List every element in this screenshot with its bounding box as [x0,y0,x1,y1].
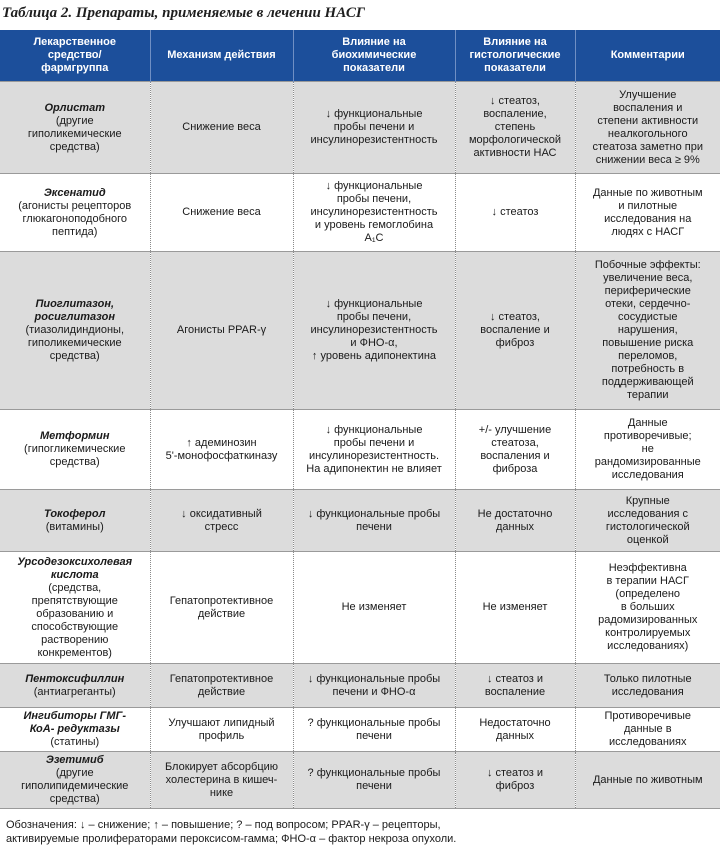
text-line: Пиоглитазон, [35,298,115,310]
text-line: фиброз [495,780,535,792]
text-line: Данные по животным [592,773,703,786]
text-line: снижении веса ≥ 9% [595,153,700,166]
text-line: людях с НАСГ [611,225,685,238]
drug-cell [0,490,150,552]
text-line: степень [494,121,536,133]
text-line: +/- улучшение [478,423,552,436]
text-line: ↓ функциональные пробы [307,507,441,520]
text-line: печени и ФНО-α [332,685,416,698]
text-line: терапии [626,389,669,401]
text-line: фиброз [495,337,535,349]
text-line: инсулинорезистентность [310,206,438,218]
comments-cell [575,490,720,552]
histological-cell [455,252,575,410]
text-line: образованию и [36,607,114,620]
header-biochemical [293,30,455,82]
table-row [0,252,720,410]
text-line: ↓ функциональные [325,298,423,310]
text-line: способствующие [31,620,119,633]
text-line: Урсодезоксихолевая [17,555,133,568]
table-row [0,490,720,552]
text-line: Гепатопротективное [169,672,274,685]
mechanism-cell [150,752,293,809]
text-line: Недостаточно [479,716,551,729]
biochemical-cell [293,708,455,752]
text-line: Влияние на [342,36,406,48]
biochemical-cell [293,552,455,664]
comments-cell [575,410,720,490]
comments-cell [575,708,720,752]
text-line: Не достаточно [477,507,553,520]
text-line: исследованиях [609,736,687,748]
text-line: в терапии НАСГ [606,575,689,587]
text-line: Эзетимиб [45,754,104,766]
text-line: Пентоксифиллин [25,672,125,685]
text-line: средства) [49,456,100,468]
text-line: Не изменяет [341,601,407,613]
text-line: показатели [343,62,405,74]
text-line: A₁C [364,232,384,244]
text-line: гистологические [469,49,561,61]
text-line: гиполикемические [27,337,122,349]
notes-line: активируемые пролифераторами пероксисом-гамма; ФНО-α – фактор некроза опухоли. [6,833,457,845]
biochemical-cell [293,82,455,174]
text-line: ↓ стеатоз [491,206,539,218]
text-line: (антиагреганты) [33,685,116,698]
text-line: исследования [611,685,684,698]
text-line: КоА- редуктазы [29,723,120,735]
text-line: печени [356,780,392,792]
text-line: холестерина в кишеч- [165,773,278,786]
text-line: Не изменяет [482,601,548,613]
text-line: Орлистат [44,101,105,114]
text-line: ↑ адеминозин [186,436,257,449]
text-line: ? функциональные пробы [307,767,441,779]
text-line: Метформин [39,430,110,442]
text-line: (другие [55,767,94,779]
text-line: гиполипидемические [21,780,129,792]
text-line: растворению [41,633,109,646]
text-line: показатели [484,62,546,74]
table-header-row [0,30,720,82]
header-comments [575,30,720,82]
histological-cell [455,174,575,252]
text-line: ↓ стеатоз, [490,311,540,323]
text-line: Неэффективна [608,562,687,574]
text-line: воспаление [484,685,546,698]
text-line: Агонисты PPAR-γ [176,324,267,336]
text-line: ↓ оксидативный [181,507,262,520]
drug-cell [0,410,150,490]
comments-cell [575,82,720,174]
text-line: Противоречивые [604,710,692,722]
comments-cell [575,552,720,664]
text-line: пробы печени и [333,121,415,133]
text-line: исследования на [604,212,692,225]
text-line: ↓ функциональные [325,423,423,436]
text-line: активности НАС [473,147,557,159]
text-line: (тиазолидиндионы, [25,324,125,336]
table-row [0,664,720,708]
drug-cell [0,664,150,708]
text-line: стресс [204,520,239,533]
text-line: действие [197,607,246,620]
text-line: печени [356,729,392,742]
text-line: Комментарии [610,49,685,61]
text-line: не [641,443,654,455]
text-line: кислота [50,568,99,581]
text-line: (статины) [50,736,100,748]
text-line: нарушения, [617,324,678,336]
text-line: сосудистые [617,311,678,323]
table-row [0,552,720,664]
text-line: инсулинорезистентность [310,134,438,146]
text-line: пробы печени, [336,193,412,205]
text-line: глюкагоноподобного [22,212,127,225]
text-line: стеатоза заметно при [592,140,703,153]
text-line: Побочные эффекты: [594,259,701,271]
text-line: повышение риска [602,337,694,349]
text-line: пептида) [52,225,98,238]
biochemical-cell [293,252,455,410]
text-line: Гепатопротективное [169,594,274,607]
histological-cell [455,664,575,708]
text-line: ↓ функциональные [325,180,423,192]
table-row [0,752,720,809]
drug-table [0,30,720,808]
text-line: Лекарственное [33,36,117,48]
text-line: поддерживающей [601,376,694,388]
mechanism-cell [150,490,293,552]
text-line: степени активности [597,114,699,127]
comments-cell [575,752,720,809]
text-line: данных [495,729,535,742]
notes-line: Обозначения: ↓ – снижение; ↑ – повышение; ? – под вопросом; PPAR-γ – рецепторы, [6,819,441,831]
text-line: Механизм действия [167,49,276,61]
text-line: переломов, [618,350,678,362]
text-line: печени [356,520,392,533]
mechanism-cell [150,664,293,708]
text-line: инсулинорезистентность. [308,449,440,462]
text-line: увеличение веса, [603,272,693,284]
table-notes [0,808,720,846]
text-line: Улучшают липидный [168,716,275,729]
text-line: неалкогольного [607,127,688,140]
text-line: периферические [604,285,691,297]
text-line: ↓ функциональные пробы [307,672,441,685]
comments-cell [575,664,720,708]
text-line: Снижение веса [182,121,261,133]
histological-cell [455,410,575,490]
histological-cell [455,752,575,809]
biochemical-cell [293,174,455,252]
text-line: нике [209,786,234,799]
text-line: фиброза [492,462,538,475]
header-drug [0,30,150,82]
text-line: исследования с [607,507,689,520]
text-line: оценкой [626,533,669,546]
histological-cell [455,552,575,664]
text-line: данных [495,520,535,533]
text-line: Крупные [625,494,670,507]
text-line: Снижение веса [182,206,261,218]
text-line: Токоферол [44,507,106,520]
text-line: ↓ функциональные [325,108,423,120]
text-line: данные в [623,723,672,735]
text-line: гистологической [605,520,690,533]
text-line: фармгруппа [41,62,109,74]
drug-cell [0,552,150,664]
text-line: Улучшение [619,88,677,101]
mechanism-cell [150,552,293,664]
text-line: и ФНО-α, [350,337,398,349]
text-line: и пилотные [618,199,678,212]
text-line: ? функциональные пробы [307,716,441,729]
text-line: воспаление, [483,108,547,120]
text-line: Блокирует абсорбцию [164,760,279,773]
text-line: противоречивые; [603,430,692,442]
drug-cell [0,752,150,809]
drug-cell [0,252,150,410]
table-row [0,410,720,490]
biochemical-cell [293,410,455,490]
text-line: радомизированных [598,614,698,626]
table-row [0,174,720,252]
text-line: биохимические [331,49,417,61]
text-line: и уровень гемоглобина [314,219,434,231]
text-line: профиль [198,729,245,742]
mechanism-cell [150,174,293,252]
text-line: Эксенатид [43,186,106,199]
text-line: На адипонектин не влияет [306,462,442,475]
text-line: росиглитазон [34,311,115,323]
mechanism-cell [150,708,293,752]
mechanism-cell [150,252,293,410]
drug-cell [0,708,150,752]
histological-cell [455,82,575,174]
text-line: стеатоза, [491,436,539,449]
text-line: инсулинорезистентность [310,324,438,336]
text-line: действие [197,685,246,698]
text-line: воспаления и [613,101,683,114]
text-line: контролируемых [605,627,691,639]
histological-cell [455,708,575,752]
header-histological [455,30,575,82]
text-line: Данные по животным [592,186,703,199]
text-line: ↓ стеатоз и [486,672,544,685]
text-line: воспаление и [480,324,550,336]
text-line: (агонисты рецепторов [18,199,132,212]
text-line: Ингибиторы ГМГ- [23,710,127,722]
text-line: Только пилотные [603,672,692,685]
text-line: Влияние на [483,36,547,48]
mechanism-cell [150,82,293,174]
text-line: воспаления и [480,449,550,462]
text-line: средства) [49,350,100,362]
text-line: средства) [49,140,100,153]
text-line: в больших [620,601,675,613]
comments-cell [575,174,720,252]
text-line: (средства, [48,581,102,594]
drug-cell [0,174,150,252]
text-line: 5'-монофосфаткиназу [165,449,278,462]
text-line: (определено [615,588,681,600]
table-caption: Таблица 2. Препараты, применяемые в лечении НАСГ [2,5,365,21]
text-line: конкрементов) [37,646,112,659]
text-line: препятствующие [31,594,118,607]
text-line: средство/ [47,49,102,61]
drug-cell [0,82,150,174]
text-line: пробы печени, [336,311,412,323]
header-mechanism [150,30,293,82]
mechanism-cell [150,410,293,490]
text-line: исследования [611,469,684,481]
text-line: рандомизированные [594,456,701,468]
text-line: отеки, сердечно- [605,298,691,310]
text-line: (гипогликемические [24,443,126,455]
table-row [0,708,720,752]
text-line: потребность в [611,363,685,375]
text-line: гиполикемические [27,127,122,140]
biochemical-cell [293,752,455,809]
text-line: (витамины) [45,520,104,533]
text-line: исследованиях) [607,640,689,652]
table-row [0,82,720,174]
histological-cell [455,490,575,552]
text-line: (другие [55,114,94,127]
text-line: пробы печени и [333,436,415,449]
text-line: средства) [49,793,100,805]
text-line: Данные [627,417,668,429]
text-line: ↑ уровень адипонектина [311,350,437,362]
biochemical-cell [293,664,455,708]
text-line: морфологической [468,134,562,146]
text-line: ↓ стеатоз и [486,767,544,779]
comments-cell [575,252,720,410]
text-line: ↓ стеатоз, [490,95,540,107]
biochemical-cell [293,490,455,552]
